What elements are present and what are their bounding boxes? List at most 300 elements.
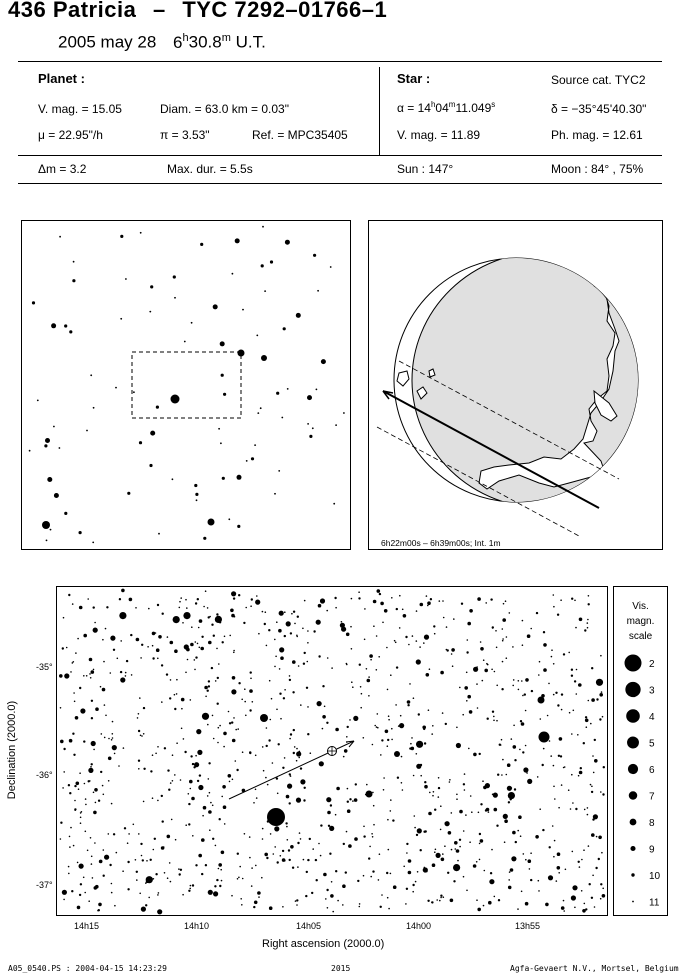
field-star xyxy=(492,794,494,796)
field-star xyxy=(195,755,197,757)
field-star xyxy=(83,740,85,742)
field-star xyxy=(363,835,365,837)
earth-map-svg xyxy=(369,221,662,549)
field-star xyxy=(218,727,220,729)
field-star xyxy=(600,655,602,657)
field-star xyxy=(491,669,493,671)
field-star xyxy=(503,603,505,605)
field-star xyxy=(424,635,429,640)
field-star xyxy=(81,811,83,813)
field-star xyxy=(63,899,65,901)
field-star xyxy=(557,614,559,616)
field-star xyxy=(411,747,415,751)
field-star xyxy=(289,802,291,804)
field-star xyxy=(508,886,512,890)
field-star xyxy=(594,906,596,908)
field-star xyxy=(282,850,284,852)
field-star xyxy=(513,679,515,681)
field-star xyxy=(237,878,239,880)
field-star xyxy=(181,728,183,730)
field-star xyxy=(451,812,453,814)
field-star xyxy=(412,635,414,637)
field-star xyxy=(355,783,357,785)
field-star xyxy=(179,607,181,609)
field-star xyxy=(69,846,71,848)
field-star xyxy=(551,656,553,658)
field-star xyxy=(74,800,76,802)
finder-star xyxy=(222,477,225,480)
field-star xyxy=(419,646,421,648)
field-star xyxy=(553,663,555,665)
field-star xyxy=(119,598,121,600)
field-star xyxy=(591,786,593,788)
field-star xyxy=(467,622,471,626)
field-star xyxy=(565,869,567,871)
field-star xyxy=(558,807,560,809)
finder-star xyxy=(90,374,92,376)
field-star xyxy=(233,650,235,652)
field-star xyxy=(221,880,223,882)
field-star xyxy=(357,880,359,882)
field-star xyxy=(574,680,576,682)
field-star xyxy=(377,589,381,593)
field-star xyxy=(195,602,197,604)
field-star xyxy=(237,853,239,855)
field-star xyxy=(390,799,392,801)
field-star xyxy=(351,648,353,650)
field-star xyxy=(417,871,419,873)
field-star xyxy=(59,674,63,678)
field-star xyxy=(399,723,404,728)
field-star xyxy=(406,843,408,845)
field-star xyxy=(311,892,313,894)
field-star xyxy=(424,785,428,789)
field-star xyxy=(561,784,563,786)
finder-bright-star xyxy=(171,395,180,404)
field-star xyxy=(342,904,344,906)
field-star xyxy=(442,712,444,714)
field-star xyxy=(116,852,118,854)
field-star xyxy=(575,627,577,629)
field-star xyxy=(490,872,492,874)
field-star xyxy=(386,647,388,649)
field-star xyxy=(68,594,70,596)
finder-star xyxy=(73,261,75,263)
field-star xyxy=(347,809,351,813)
field-star xyxy=(138,833,140,835)
field-star xyxy=(69,739,73,743)
field-star xyxy=(104,737,106,739)
field-star xyxy=(197,750,202,755)
finder-star xyxy=(64,512,67,515)
magnitude-legend xyxy=(613,586,668,916)
field-star xyxy=(300,767,302,769)
field-star xyxy=(358,597,360,599)
field-star xyxy=(143,768,145,770)
field-star xyxy=(232,739,236,743)
field-star xyxy=(370,659,372,661)
field-star xyxy=(530,879,532,881)
finder-star xyxy=(307,395,312,400)
field-star xyxy=(112,737,114,739)
field-star xyxy=(138,730,140,732)
field-star xyxy=(78,788,80,790)
finder-star xyxy=(256,335,258,337)
field-star xyxy=(249,836,251,838)
field-star xyxy=(342,884,346,888)
field-star xyxy=(543,631,545,633)
planet-vmag: V. mag. = 15.05 xyxy=(38,102,122,116)
field-star xyxy=(229,722,231,724)
finder-star xyxy=(220,442,222,444)
field-star xyxy=(519,749,521,751)
field-star xyxy=(307,630,309,632)
field-star xyxy=(347,726,349,728)
field-star xyxy=(208,762,210,764)
field-star xyxy=(89,658,93,662)
field-star xyxy=(528,859,532,863)
field-star xyxy=(323,873,327,877)
field-star xyxy=(174,694,176,696)
data-bottom-rule xyxy=(18,183,662,184)
field-star xyxy=(495,630,497,632)
field-star xyxy=(60,838,62,840)
field-star xyxy=(296,760,298,762)
field-star xyxy=(203,806,207,810)
field-star xyxy=(369,846,371,848)
field-star xyxy=(502,618,506,622)
field-star xyxy=(506,657,508,659)
field-star xyxy=(208,810,212,814)
field-star xyxy=(289,859,291,861)
field-star xyxy=(280,855,282,857)
field-star xyxy=(327,657,329,659)
field-star xyxy=(172,754,174,756)
field-star xyxy=(197,780,199,782)
field-star xyxy=(305,895,307,897)
field-star xyxy=(239,866,241,868)
field-star xyxy=(258,633,260,635)
field-star xyxy=(188,823,190,825)
field-star xyxy=(588,700,590,702)
field-star xyxy=(372,744,374,746)
field-star xyxy=(553,594,555,596)
field-star xyxy=(599,693,603,697)
finder-star xyxy=(316,389,318,391)
field-star xyxy=(307,733,309,735)
field-star xyxy=(120,677,125,682)
field-star xyxy=(469,609,473,613)
alpha-hours: α = 14 xyxy=(397,101,431,115)
field-star xyxy=(91,856,93,858)
field-star xyxy=(157,800,159,802)
finder-star xyxy=(276,392,279,395)
field-star xyxy=(326,797,331,802)
field-star xyxy=(434,633,436,635)
detail-field-box xyxy=(132,352,241,418)
field-star xyxy=(190,885,192,887)
field-star xyxy=(506,774,508,776)
field-star xyxy=(180,869,182,871)
field-star xyxy=(291,613,293,615)
field-star xyxy=(250,605,252,607)
data-divider xyxy=(379,67,380,155)
field-star xyxy=(277,793,279,795)
field-star xyxy=(69,792,71,794)
field-star xyxy=(471,811,473,813)
field-star xyxy=(160,910,162,912)
field-star xyxy=(575,808,577,810)
field-star xyxy=(351,598,353,600)
field-star xyxy=(596,679,603,686)
field-star xyxy=(561,906,565,910)
field-star xyxy=(352,800,354,802)
field-star xyxy=(185,672,187,674)
field-star xyxy=(306,871,308,873)
field-star xyxy=(138,760,140,762)
finder-star xyxy=(287,388,289,390)
field-star xyxy=(207,724,209,726)
field-star xyxy=(157,658,159,660)
field-star xyxy=(106,606,108,608)
field-star xyxy=(152,632,156,636)
field-star xyxy=(376,635,378,637)
field-star xyxy=(62,890,67,895)
field-star xyxy=(300,838,302,840)
field-star xyxy=(416,640,418,642)
star-chart-svg xyxy=(57,587,607,915)
field-star xyxy=(94,788,98,792)
field-star xyxy=(271,815,273,817)
field-star xyxy=(588,603,590,605)
field-star xyxy=(514,759,516,761)
field-star xyxy=(346,664,348,666)
field-star xyxy=(79,864,84,869)
field-star xyxy=(312,848,314,850)
field-star xyxy=(318,843,320,845)
field-star xyxy=(451,849,453,851)
field-star xyxy=(296,899,298,901)
star-heading: Star : xyxy=(397,71,431,86)
field-star xyxy=(114,905,116,907)
field-star xyxy=(416,764,421,769)
field-star xyxy=(298,757,300,759)
field-star xyxy=(513,745,517,749)
alpha-h-unit: h xyxy=(430,100,436,109)
field-star xyxy=(176,679,178,681)
field-star xyxy=(170,641,174,645)
field-star xyxy=(514,788,516,790)
legend-label-mag-6: 6 xyxy=(649,765,655,776)
field-star xyxy=(517,830,519,832)
field-star xyxy=(292,867,294,869)
field-star xyxy=(502,759,504,761)
field-star xyxy=(445,723,447,725)
field-star xyxy=(553,786,555,788)
field-star xyxy=(208,680,210,682)
finder-star xyxy=(149,464,152,467)
alpha-seconds: 11.049 xyxy=(455,101,492,115)
field-star xyxy=(334,597,336,599)
field-star xyxy=(229,781,231,783)
field-star xyxy=(231,591,236,596)
field-star xyxy=(110,672,112,674)
field-star xyxy=(265,611,267,613)
field-star xyxy=(542,829,544,831)
field-star xyxy=(284,757,286,759)
field-star xyxy=(74,785,76,787)
finder-star xyxy=(309,435,312,438)
field-star xyxy=(87,850,89,852)
field-star xyxy=(93,811,97,815)
field-star xyxy=(244,833,246,835)
field-star xyxy=(209,829,211,831)
field-star xyxy=(113,833,115,835)
finder-star xyxy=(79,531,82,534)
field-star xyxy=(83,877,85,879)
y-tick-35: -35° xyxy=(36,662,53,672)
field-star xyxy=(212,838,214,840)
field-star xyxy=(303,663,305,665)
field-star xyxy=(221,796,223,798)
y-tick-37: -37° xyxy=(36,880,53,890)
field-star xyxy=(182,622,184,624)
field-star xyxy=(162,613,164,615)
field-star xyxy=(75,716,79,720)
field-star xyxy=(199,774,201,776)
field-star xyxy=(72,733,74,735)
field-star xyxy=(256,595,258,597)
field-star xyxy=(578,775,580,777)
field-star xyxy=(111,892,113,894)
event-minute: 30.8 xyxy=(188,32,222,52)
field-star xyxy=(103,875,105,877)
field-star xyxy=(351,681,353,683)
field-star xyxy=(507,786,512,791)
field-star xyxy=(125,672,127,674)
field-star xyxy=(572,802,574,804)
field-star xyxy=(164,747,166,749)
field-star xyxy=(181,708,183,710)
finder-star xyxy=(285,240,290,245)
field-star xyxy=(300,779,305,784)
field-star xyxy=(258,896,260,898)
field-star xyxy=(156,648,160,652)
field-star xyxy=(438,796,440,798)
field-star xyxy=(158,635,162,639)
field-star xyxy=(416,741,423,748)
field-star xyxy=(129,598,133,602)
field-star xyxy=(378,879,380,881)
field-star xyxy=(331,881,333,883)
field-star xyxy=(318,702,320,704)
field-star xyxy=(454,841,458,845)
field-star xyxy=(296,636,298,638)
finder-star xyxy=(47,477,52,482)
field-star xyxy=(269,680,271,682)
field-star xyxy=(185,599,187,601)
field-star xyxy=(108,738,110,740)
finder-bright-star xyxy=(208,519,215,526)
field-star xyxy=(548,875,553,880)
field-star xyxy=(73,845,75,847)
field-star xyxy=(429,602,431,604)
field-star xyxy=(232,676,236,680)
field-star xyxy=(394,640,396,642)
field-star xyxy=(345,871,347,873)
field-star xyxy=(538,890,540,892)
field-star xyxy=(431,901,433,903)
finder-star xyxy=(92,542,94,544)
field-star xyxy=(62,787,64,789)
field-star xyxy=(213,635,215,637)
field-star xyxy=(553,606,555,608)
field-star xyxy=(108,833,110,835)
field-star xyxy=(270,719,272,721)
field-star xyxy=(428,709,430,711)
field-star xyxy=(590,723,592,725)
x-tick-1410: 14h10 xyxy=(184,921,210,931)
field-star xyxy=(300,704,302,706)
field-star xyxy=(602,716,604,718)
field-star xyxy=(108,780,110,782)
finder-star xyxy=(220,341,225,346)
alpha-minutes: 04 xyxy=(435,101,449,115)
field-star xyxy=(391,728,393,730)
field-star xyxy=(602,793,604,795)
field-star xyxy=(596,836,598,838)
field-star xyxy=(525,745,527,747)
field-star xyxy=(343,843,345,845)
field-star xyxy=(293,752,295,754)
field-star xyxy=(545,903,549,907)
earth-map-panel xyxy=(368,220,663,550)
field-star xyxy=(279,611,284,616)
field-star xyxy=(274,639,276,641)
field-star xyxy=(249,857,251,859)
field-star xyxy=(224,823,226,825)
field-star xyxy=(157,604,159,606)
field-star xyxy=(278,629,282,633)
field-star xyxy=(190,643,194,647)
finder-star xyxy=(59,236,61,238)
field-star xyxy=(100,686,102,688)
legend-label-mag-11: 11 xyxy=(649,897,660,909)
finder-star xyxy=(158,533,160,535)
field-star xyxy=(143,801,145,803)
field-star xyxy=(105,715,107,717)
finder-star xyxy=(150,285,153,288)
field-star xyxy=(561,693,563,695)
field-star xyxy=(103,661,105,663)
field-star xyxy=(290,632,292,634)
field-star xyxy=(500,744,502,746)
field-star xyxy=(408,859,412,863)
field-star xyxy=(483,659,485,661)
field-star xyxy=(386,872,388,874)
field-star xyxy=(400,715,402,717)
x-tick-1355: 13h55 xyxy=(515,921,541,931)
field-star xyxy=(180,779,182,781)
field-star xyxy=(368,695,370,697)
finder-star xyxy=(115,387,117,389)
field-star xyxy=(511,738,513,740)
legend-label-mag-9: 9 xyxy=(649,844,655,856)
field-star xyxy=(520,720,522,722)
field-star xyxy=(245,607,247,609)
field-star xyxy=(476,861,478,863)
finder-chart-svg xyxy=(22,221,350,549)
